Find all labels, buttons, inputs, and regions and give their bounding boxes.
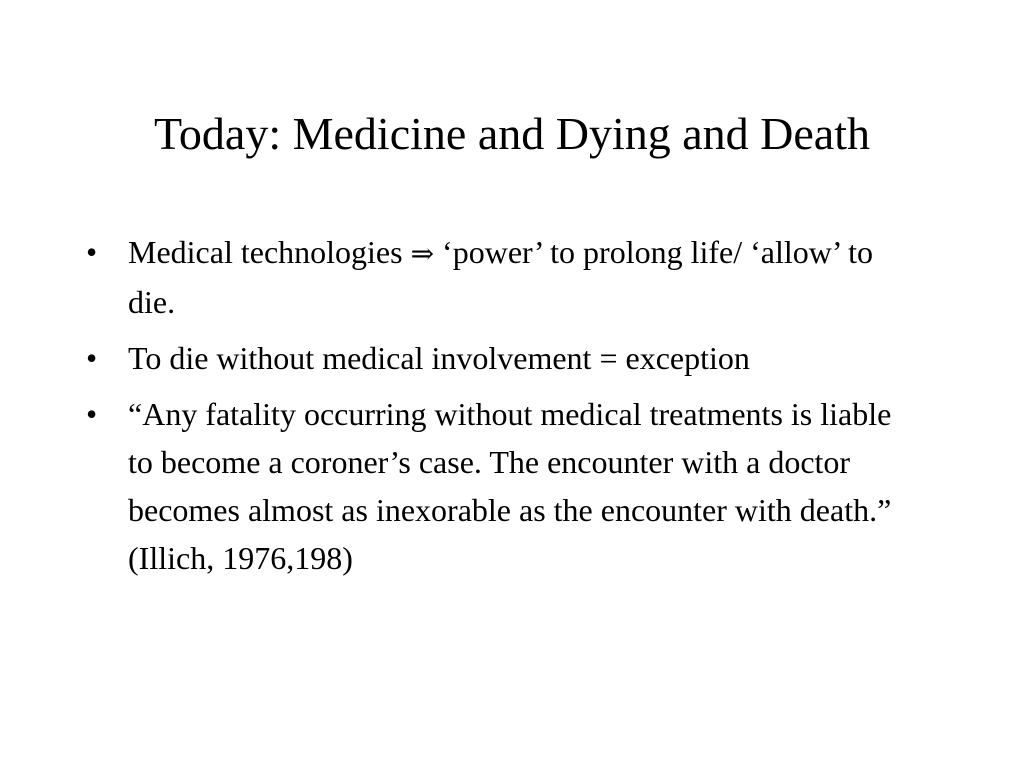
bullet-marker: • [86, 234, 98, 270]
bullet-list [86, 228, 916, 590]
bullet-text: “Any fatality occurring without medical treatments is liable to become a coroner’s case. The encounter with a doctor becomes almost as inexorable as the encounter with death.” (Illich, 1976,198) [128, 396, 892, 576]
bullet-text: To die without medical involvement = exception [128, 340, 750, 376]
bullet-item-medical-technologies [86, 228, 916, 326]
slide-title: Today: Medicine and Dying and Death [154, 108, 870, 159]
bullet-marker: • [86, 396, 98, 432]
bullet-text-before-arrow: Medical technologies [128, 234, 411, 270]
bullet-text [128, 228, 916, 326]
bullet-marker: • [86, 340, 98, 376]
bullet-text-after-arrow: ‘power’ to prolong life/ ‘allow’ to die. [128, 234, 874, 320]
implies-arrow-icon: ⇒ [410, 237, 435, 270]
bullet-item-die-without-medical [86, 334, 916, 382]
bullet-item-illich-quote [86, 390, 916, 582]
